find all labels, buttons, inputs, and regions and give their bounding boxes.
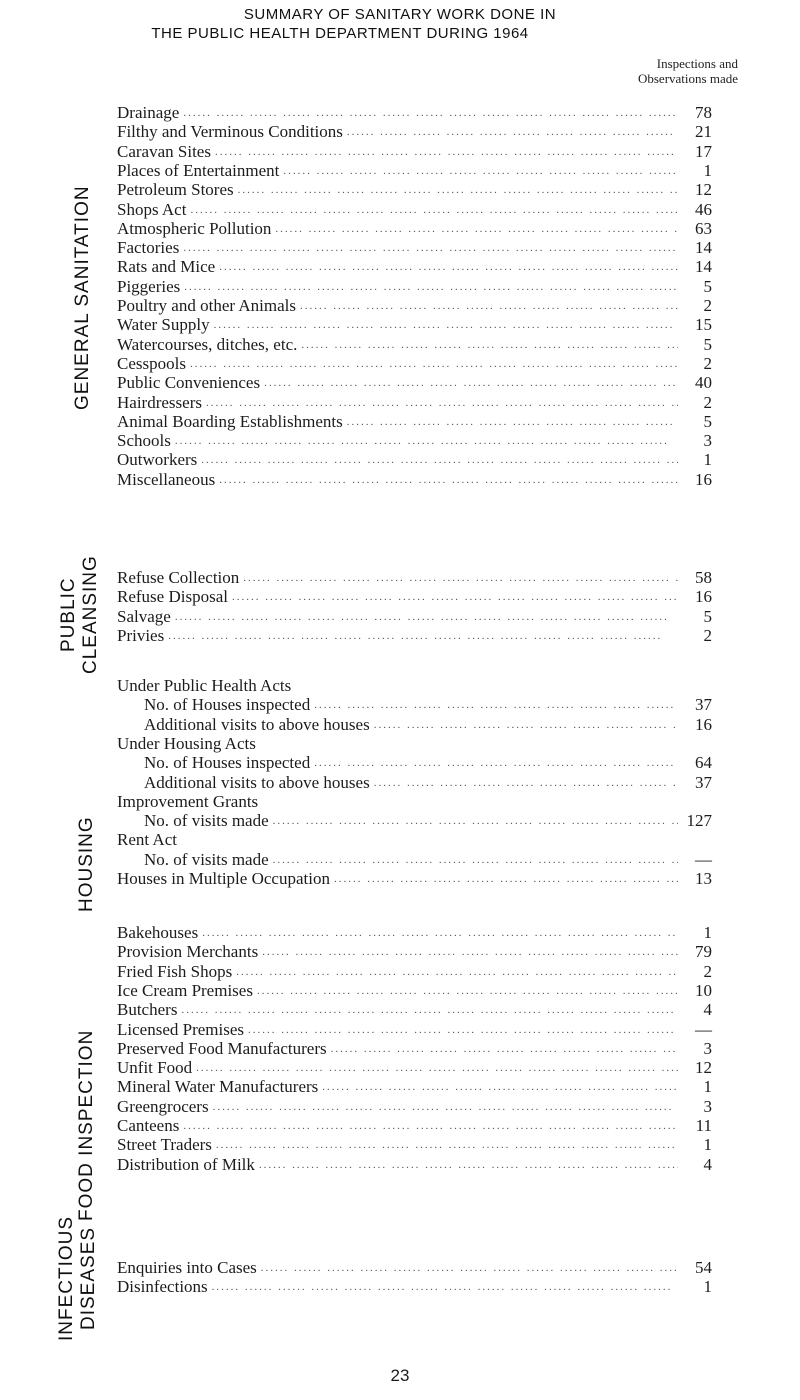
leader-dots: [196, 1060, 678, 1076]
leader-dots: [273, 813, 678, 829]
row-label: Public Conveniences: [117, 373, 261, 393]
leader-dots: [216, 1137, 678, 1153]
row-value: 2: [703, 392, 712, 412]
table-row: [117, 942, 712, 961]
table-row: [117, 626, 712, 645]
leader-dots: [243, 570, 678, 586]
leader-dots: [248, 1022, 678, 1038]
leader-dots: [238, 182, 678, 198]
table-row: [117, 1058, 712, 1077]
leader-dots: [215, 144, 678, 160]
row-value: 1: [703, 923, 712, 942]
table-row: [117, 470, 712, 489]
row-label: Preserved Food Manufacturers: [117, 1038, 327, 1058]
table-row: [117, 393, 712, 412]
row-label: No. of Houses inspected: [144, 753, 311, 773]
row-value: 3: [703, 1038, 712, 1058]
row-label: Provision Merchants: [117, 942, 259, 962]
table-row: [117, 1155, 712, 1174]
row-value: 17: [695, 141, 712, 161]
table-row: [117, 869, 712, 888]
row-label: Salvage: [117, 606, 171, 626]
row-label: No. of visits made: [144, 849, 269, 869]
row-label: Hairdressers: [117, 392, 202, 412]
section-label: [58, 544, 108, 686]
row-label: Drainage: [117, 103, 180, 122]
table-row: [117, 1258, 712, 1277]
row-value: 4: [703, 1154, 712, 1174]
row-value: 15: [695, 315, 712, 335]
row-value: 5: [703, 334, 712, 354]
leader-dots: [213, 1099, 678, 1115]
row-label: Fried Fish Shops: [117, 961, 233, 981]
leader-dots: [232, 589, 678, 605]
row-label: Cesspools: [117, 353, 186, 373]
leader-dots: [273, 852, 678, 868]
section-label: [76, 804, 108, 924]
row-label: Piggeries: [117, 276, 181, 296]
leader-dots: [334, 871, 678, 887]
leader-dots: [275, 221, 678, 237]
row-value: 1: [703, 1077, 712, 1097]
leader-dots: [202, 925, 678, 941]
row-value: 10: [695, 980, 712, 1000]
table-row: [117, 238, 712, 257]
row-value: 5: [703, 276, 712, 296]
table-row: [117, 180, 712, 199]
table-row: [117, 1097, 712, 1116]
section-label-line: FOOD INSPECTION: [76, 1029, 97, 1222]
leader-dots: [257, 983, 678, 999]
row-label: No. of visits made: [144, 811, 269, 831]
row-label: Greengrocers: [117, 1096, 209, 1116]
row-value: —: [695, 1019, 712, 1039]
row-label: Enquiries into Cases: [117, 1258, 257, 1277]
row-value: 78: [695, 103, 712, 122]
leader-dots: [184, 279, 678, 295]
row-value: 58: [695, 568, 712, 587]
leader-dots: [347, 124, 678, 140]
section-label-line: GENERAL SANITATION: [72, 185, 93, 411]
leader-dots: [175, 609, 678, 625]
leader-dots: [322, 1079, 678, 1095]
row-label: Distribution of Milk: [117, 1154, 255, 1174]
table-row: [117, 753, 712, 772]
row-label: Refuse Collection: [117, 568, 240, 587]
leader-dots: [183, 105, 678, 121]
section-label: [56, 1198, 108, 1358]
leader-dots: [190, 202, 678, 218]
table-row: [117, 1277, 712, 1296]
table-row: [117, 607, 712, 626]
leader-dots: [301, 337, 678, 353]
row-value: 14: [695, 257, 712, 277]
row-label: Houses in Multiple Occupation: [117, 869, 330, 888]
row-label: Mineral Water Manufacturers: [117, 1077, 319, 1097]
leader-dots: [314, 755, 678, 771]
leader-dots: [347, 414, 678, 430]
leader-dots: [168, 628, 678, 644]
row-label: No. of Houses inspected: [144, 695, 311, 715]
table-row: [117, 850, 712, 869]
leader-dots: [314, 697, 678, 713]
row-value: 12: [695, 1058, 712, 1078]
row-value: 12: [695, 180, 712, 200]
row-label: Disinfections: [117, 1277, 208, 1297]
row-label: Under Housing Acts: [117, 733, 256, 753]
section-label-line: CLEANSING: [80, 555, 101, 675]
table-row: [117, 219, 712, 238]
row-value: 127: [686, 811, 712, 831]
leader-dots: [283, 163, 678, 179]
table-row: [117, 981, 712, 1000]
table-row: [117, 315, 712, 334]
row-label: Caravan Sites: [117, 141, 211, 161]
row-value: 2: [703, 353, 712, 373]
row-value: 79: [695, 942, 712, 962]
row-value: 5: [703, 411, 712, 431]
row-label: Licensed Premises: [117, 1019, 244, 1039]
row-value: 14: [695, 238, 712, 258]
table-row: [117, 200, 712, 219]
row-value: 40: [695, 373, 712, 393]
row-value: 3: [703, 431, 712, 451]
row-label: Watercourses, ditches, etc.: [117, 334, 298, 354]
leader-dots: [212, 1279, 678, 1295]
row-label: Outworkers: [117, 450, 198, 470]
row-label: Factories: [117, 238, 180, 258]
table-row: [117, 811, 712, 830]
row-label: Butchers: [117, 1000, 178, 1020]
row-value: 4: [703, 1000, 712, 1020]
row-value: 37: [695, 695, 712, 715]
table-row: [117, 830, 712, 849]
document-title-line-2: THE PUBLIC HEALTH DEPARTMENT DURING 1964: [151, 25, 529, 42]
row-value: 11: [695, 1116, 712, 1135]
row-value: 64: [695, 753, 712, 773]
column-header: [638, 56, 738, 86]
row-label: Additional visits to above houses: [144, 714, 370, 734]
table-row: [117, 412, 712, 431]
leader-dots: [259, 1157, 678, 1173]
section-label-line: DISEASES: [78, 1226, 99, 1330]
row-label: Poultry and other Animals: [117, 296, 296, 315]
row-value: 1: [703, 1135, 712, 1155]
row-label: Atmospheric Pollution: [117, 218, 272, 238]
table-row: [117, 1116, 712, 1135]
row-value: 13: [695, 869, 712, 888]
row-label: Filthy and Verminous Conditions: [117, 122, 343, 142]
leader-dots: [206, 395, 678, 411]
row-label: Places of Entertainment: [117, 160, 280, 180]
leader-dots: [175, 433, 678, 449]
table-row: [117, 1020, 712, 1039]
row-value: 16: [695, 469, 712, 489]
row-value: 46: [695, 199, 712, 219]
table-row: [117, 257, 712, 276]
row-label: Bakehouses: [117, 923, 199, 942]
row-value: 16: [695, 587, 712, 607]
table-row: [117, 142, 712, 161]
row-label: Canteens: [117, 1116, 180, 1135]
table-row: [117, 103, 712, 122]
row-value: —: [695, 849, 712, 869]
page-number: 23: [390, 1366, 410, 1385]
row-label: Miscellaneous: [117, 469, 216, 489]
row-label: Additional visits to above houses: [144, 772, 370, 792]
row-value: 63: [695, 218, 712, 238]
row-label: Animal Boarding Establishments: [117, 411, 343, 431]
table-row: [117, 587, 712, 606]
row-value: 3: [703, 1096, 712, 1116]
table-row: [117, 695, 712, 714]
table-row: [117, 277, 712, 296]
row-label: Water Supply: [117, 315, 210, 335]
table-row: [117, 1039, 712, 1058]
row-label: Petroleum Stores: [117, 180, 234, 200]
row-value: 1: [703, 160, 712, 180]
row-label: Refuse Disposal: [117, 587, 228, 607]
leader-dots: [331, 1041, 678, 1057]
column-header-line-1: Inspections and: [656, 56, 738, 71]
leader-dots: [183, 240, 678, 256]
table-row: [117, 431, 712, 450]
leader-dots: [262, 944, 678, 960]
table-row: [117, 568, 712, 587]
row-value: 21: [695, 122, 712, 142]
row-label: Improvement Grants: [117, 791, 259, 811]
table-row: [117, 122, 712, 141]
leader-dots: [374, 717, 678, 733]
leader-dots: [264, 375, 678, 391]
row-value: 1: [703, 1277, 712, 1297]
section-label: [72, 103, 106, 493]
row-value: 2: [703, 625, 712, 645]
table-row: [117, 676, 712, 695]
row-value: 5: [703, 606, 712, 626]
row-value: 1: [703, 450, 712, 470]
leader-dots: [236, 964, 678, 980]
leader-dots: [261, 1260, 678, 1276]
leader-dots: [374, 775, 678, 791]
table-row: [117, 923, 712, 942]
table-row: [117, 450, 712, 469]
row-label: Privies: [117, 625, 165, 645]
section-label-line: HOUSING: [76, 816, 97, 912]
row-value: 2: [703, 296, 712, 315]
section-label-line: INFECTIOUS: [56, 1215, 77, 1341]
leader-dots: [300, 298, 678, 314]
row-label: Unfit Food: [117, 1058, 193, 1078]
leader-dots: [183, 1118, 678, 1134]
column-header-line-2: Observations made: [637, 71, 738, 86]
table-row: [117, 1000, 712, 1019]
table-row: [117, 792, 712, 811]
table-row: [117, 296, 712, 315]
row-value: 2: [703, 961, 712, 981]
table-row: [117, 373, 712, 392]
table-row: [117, 1077, 712, 1096]
leader-dots: [190, 356, 678, 372]
table-row: [117, 715, 712, 734]
table-row: [117, 962, 712, 981]
row-value: 37: [695, 772, 712, 792]
leader-dots: [219, 259, 678, 275]
row-label: Under Public Health Acts: [117, 676, 292, 695]
leader-dots: [201, 452, 678, 468]
row-value: 54: [695, 1258, 712, 1277]
table-row: [117, 773, 712, 792]
row-label: Ice Cream Premises: [117, 980, 253, 1000]
leader-dots: [214, 317, 678, 333]
leader-dots: [181, 1002, 678, 1018]
document-title-line-1: SUMMARY OF SANITARY WORK DONE IN: [243, 6, 557, 23]
row-value: 16: [695, 714, 712, 734]
row-label: Schools: [117, 431, 171, 451]
table-row: [117, 354, 712, 373]
table-row: [117, 161, 712, 180]
table-row: [117, 335, 712, 354]
row-label: Street Traders: [117, 1135, 212, 1155]
row-label: Rats and Mice: [117, 257, 216, 277]
leader-dots: [219, 472, 678, 488]
row-label: Shops Act: [117, 199, 187, 219]
row-label: Rent Act: [117, 830, 177, 850]
table-row: [117, 734, 712, 753]
section-label-line: PUBLIC: [58, 577, 79, 653]
table-row: [117, 1135, 712, 1154]
